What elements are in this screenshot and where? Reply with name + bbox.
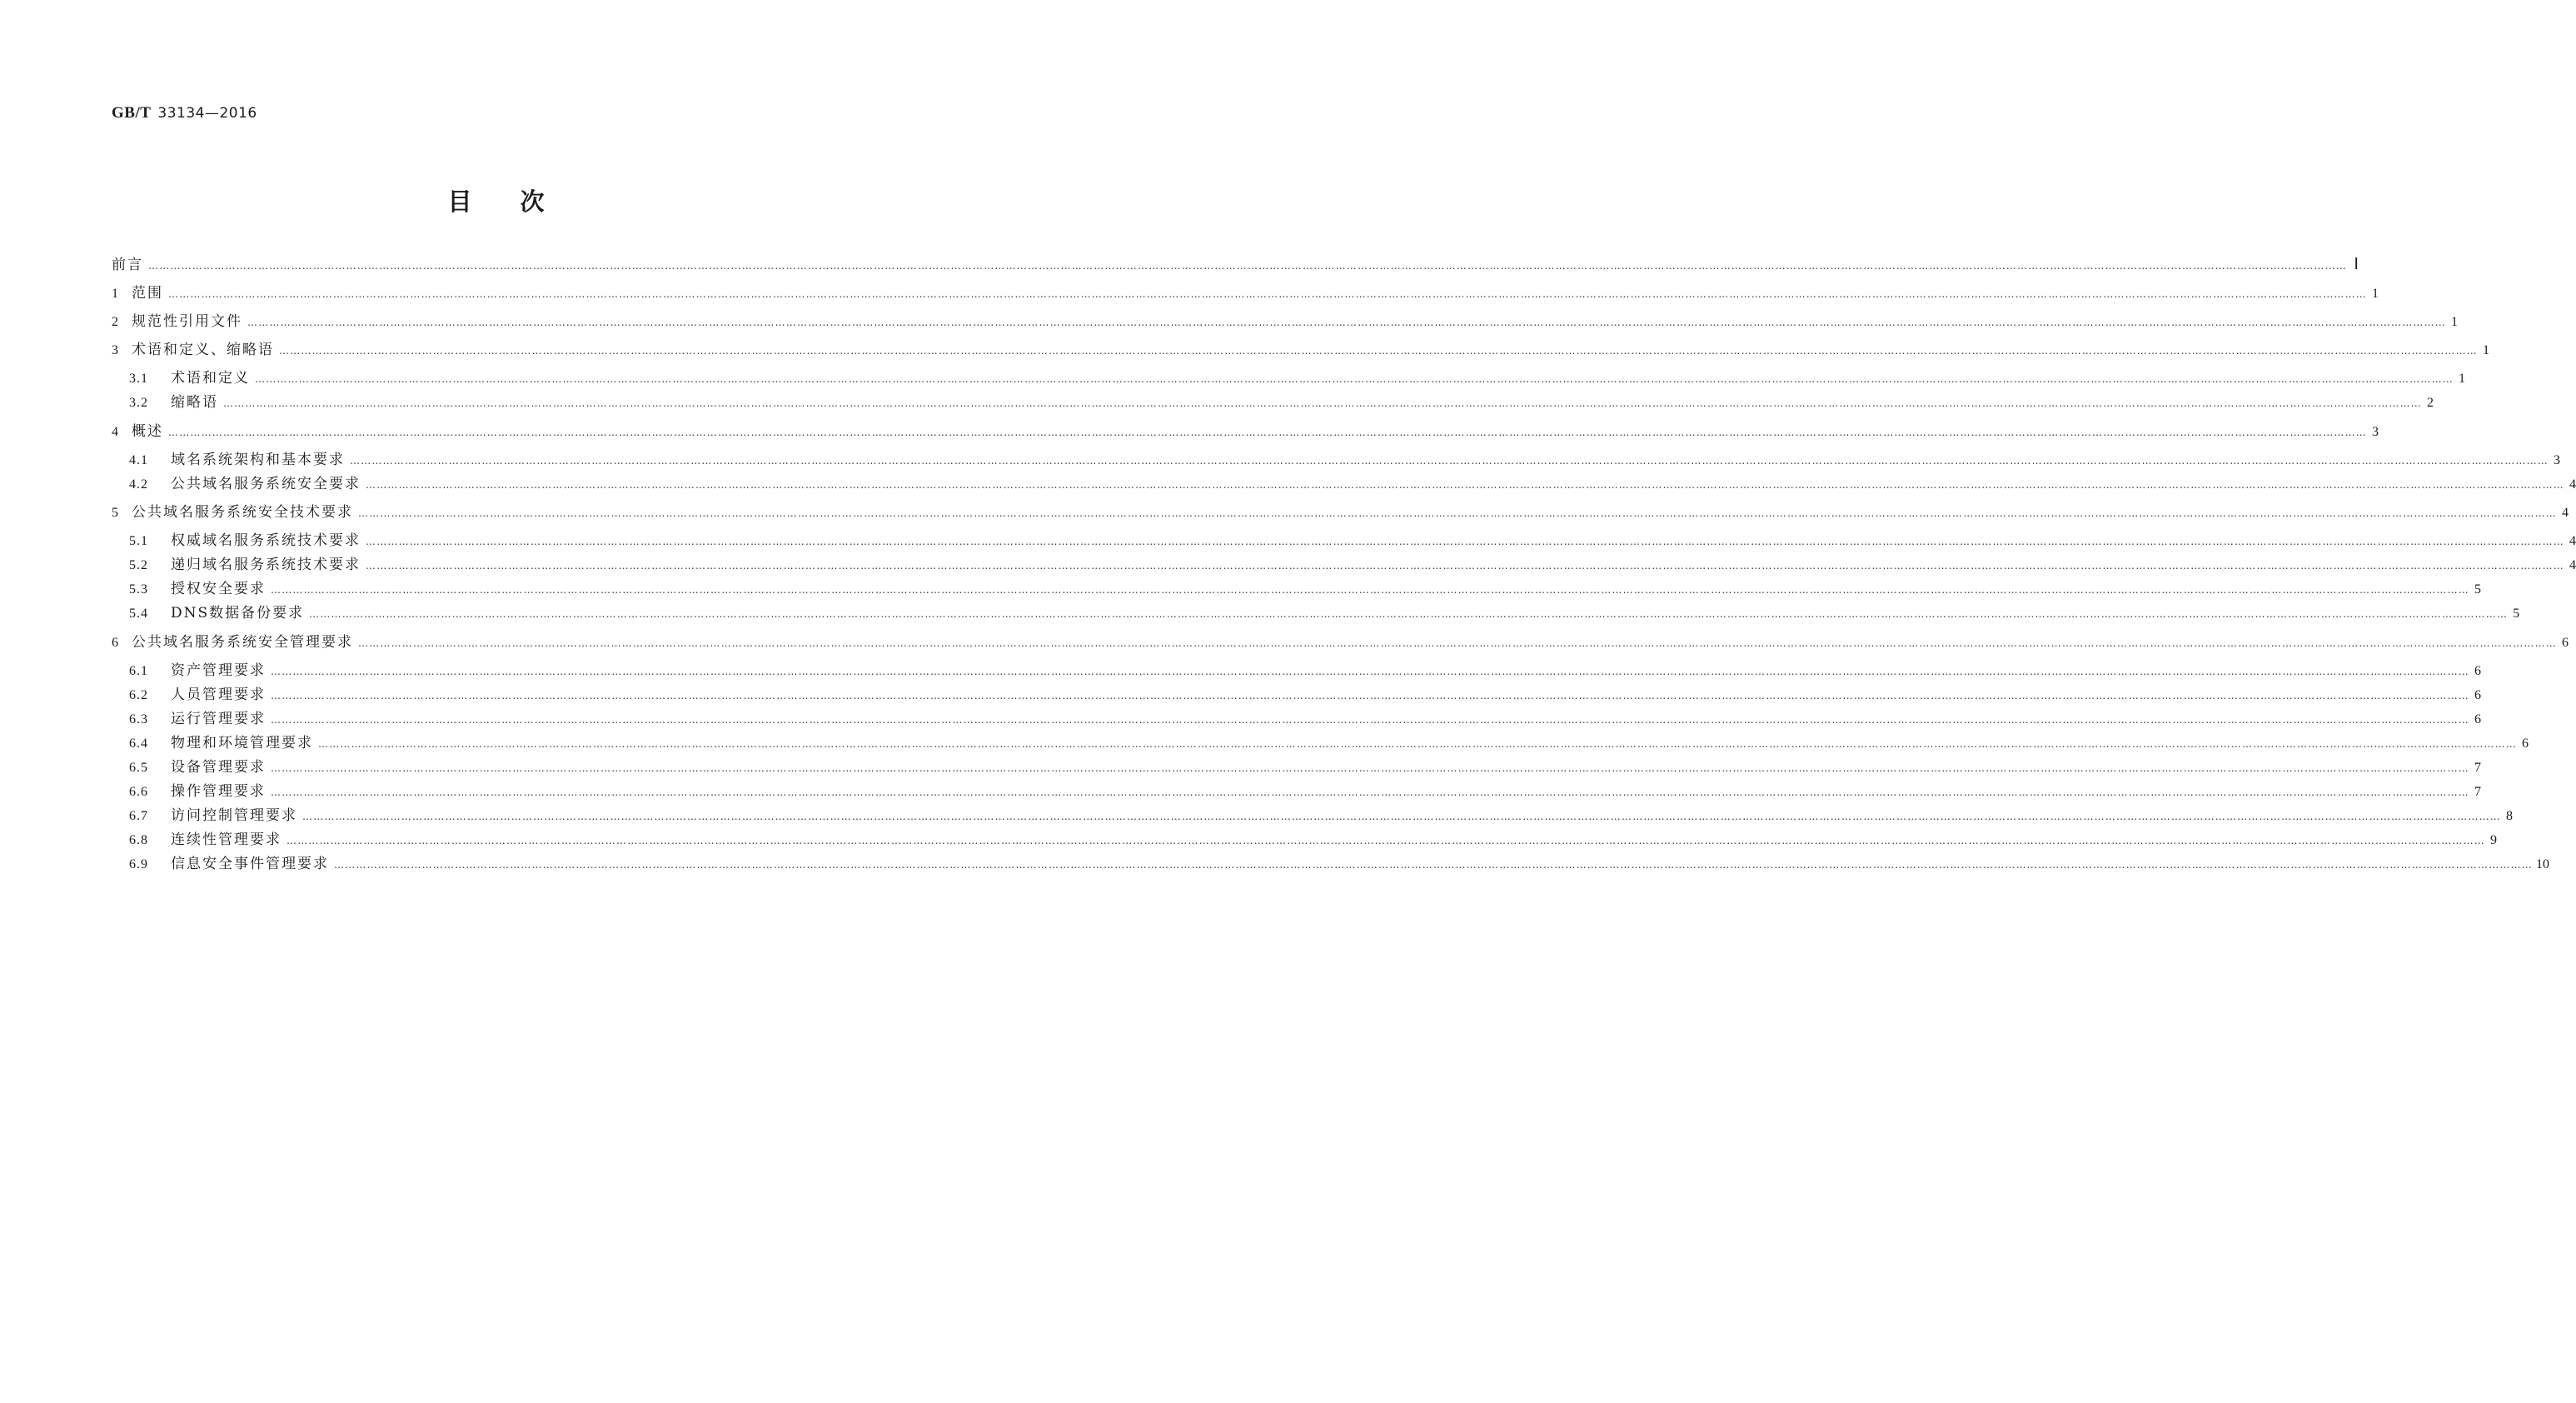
- toc-entry[interactable]: [129, 781, 2481, 802]
- toc-entry[interactable]: [112, 254, 2359, 276]
- toc-entry-page: 6: [2474, 664, 2481, 678]
- toc-entry-page: 4: [2569, 558, 2576, 572]
- toc-entry-page: 5: [2513, 607, 2520, 621]
- toc-entry[interactable]: [129, 756, 2481, 778]
- toc-entry-number: 6.2: [129, 688, 148, 702]
- toc-entry-title: 缩略语: [171, 394, 218, 411]
- toc-entry-page: 1: [2451, 315, 2458, 329]
- toc-leader-dots: ……………………………………………………………………………………………………………………………………………………………………………………………………………………………………………………………………………………………………………………………………………………………………………………………………………………………………………………………………………………………………………………………………………………: [255, 373, 2454, 385]
- toc-leader-dots: ……………………………………………………………………………………………………………………………………………………………………………………………………………………………………………………………………………………………………………………………………………………………………………………………………………………………………………………………………………………………………………………………………………………: [271, 786, 2469, 798]
- toc-entry-title: 访问控制管理要求: [171, 807, 297, 824]
- toc-entry-title: 资产管理要求: [171, 662, 266, 679]
- toc-entry-title: 域名系统架构和基本要求: [171, 452, 345, 468]
- toc-leader-dots: ……………………………………………………………………………………………………………………………………………………………………………………………………………………………………………………………………………………………………………………………………………………………………………………………………………………………………………………………………………………………………………………………………………………: [318, 738, 2517, 750]
- toc-leader-dots: ……………………………………………………………………………………………………………………………………………………………………………………………………………………………………………………………………………………………………………………………………………………………………………………………………………………………………………………………………………………………………………………………………………………: [350, 455, 2549, 467]
- toc-leader-dots: ……………………………………………………………………………………………………………………………………………………………………………………………………………………………………………………………………………………………………………………………………………………………………………………………………………………………………………………………………………………………………………………………………………………: [358, 637, 2557, 649]
- toc-entry-title: 范围: [132, 285, 163, 302]
- toc-entry[interactable]: [129, 449, 2560, 471]
- toc-entry-title: 概述: [132, 423, 163, 440]
- toc-entry-page: 1: [2459, 372, 2465, 386]
- toc-entry[interactable]: [112, 421, 2379, 442]
- toc-entry[interactable]: [129, 708, 2481, 730]
- toc-entry-title: 递归域名服务系统技术要求: [171, 557, 361, 573]
- standard-code: [112, 103, 257, 123]
- toc-entry-title: 公共域名服务系统安全管理要求: [132, 634, 353, 651]
- toc-entry-page: 6: [2474, 688, 2481, 702]
- toc-entry-page: 4: [2569, 477, 2576, 492]
- toc-entry-page: 7: [2474, 761, 2481, 775]
- toc-entry-title: 授权安全要求: [171, 581, 266, 597]
- toc-entry-title: 运行管理要求: [171, 711, 266, 727]
- toc-heading: 目次: [447, 187, 593, 216]
- standard-prefix: GB/T: [112, 104, 152, 122]
- toc-entry[interactable]: [112, 282, 2379, 304]
- toc-entry-page: 6: [2522, 736, 2529, 751]
- toc-entry-number: 6.3: [129, 712, 148, 726]
- standard-number: 33134—2016: [157, 105, 257, 122]
- toc-leader-dots: ……………………………………………………………………………………………………………………………………………………………………………………………………………………………………………………………………………………………………………………………………………………………………………………………………………………………………………………………………………………………………………………………………………………: [366, 536, 2564, 547]
- toc-entry[interactable]: [129, 392, 2434, 413]
- toc-entry-title: 术语和定义: [171, 370, 250, 387]
- toc-entry[interactable]: [129, 684, 2481, 706]
- toc-leader-dots: ……………………………………………………………………………………………………………………………………………………………………………………………………………………………………………………………………………………………………………………………………………………………………………………………………………………………………………………………………………………………………………………………………………………: [366, 479, 2564, 491]
- toc-entry-page: 1: [2483, 343, 2489, 357]
- toc-entry[interactable]: [129, 660, 2481, 682]
- toc-entry-number: 6.5: [129, 761, 148, 775]
- toc-entry-title: 公共域名服务系统安全要求: [171, 476, 361, 492]
- toc-entry-title: 公共域名服务系统安全技术要求: [132, 504, 353, 521]
- toc-leader-dots: ……………………………………………………………………………………………………………………………………………………………………………………………………………………………………………………………………………………………………………………………………………………………………………………………………………………………………………………………………………………………………………………………………………………: [286, 835, 2485, 846]
- toc-entry-page: 5: [2474, 582, 2481, 597]
- toc-entry-number: 3.2: [129, 396, 148, 410]
- toc-entry-page: 3: [2554, 453, 2560, 467]
- toc-leader-dots: ……………………………………………………………………………………………………………………………………………………………………………………………………………………………………………………………………………………………………………………………………………………………………………………………………………………………………………………………………………………………………………………………………………………: [334, 859, 2533, 871]
- toc-entry-number: 3: [112, 343, 119, 357]
- toc-entry-page: 2: [2427, 396, 2434, 410]
- toc-entry[interactable]: [112, 502, 2569, 523]
- toc-leader-dots: ……………………………………………………………………………………………………………………………………………………………………………………………………………………………………………………………………………………………………………………………………………………………………………………………………………………………………………………………………………………………………………………………………………………: [223, 397, 2422, 409]
- toc-entry-title: 设备管理要求: [171, 759, 266, 776]
- toc-entry-number: 2: [112, 315, 119, 329]
- toc-entry-number: 6.8: [129, 833, 148, 847]
- toc-entry-number: 6.9: [129, 857, 148, 871]
- toc-entry[interactable]: [112, 311, 2458, 332]
- toc-leader-dots: ……………………………………………………………………………………………………………………………………………………………………………………………………………………………………………………………………………………………………………………………………………………………………………………………………………………………………………………………………………………………………………………………………………………: [366, 560, 2564, 572]
- toc-entry-title: 权威域名服务系统技术要求: [171, 532, 361, 549]
- toc-entry-number: 6.6: [129, 785, 148, 799]
- toc-leader-dots: ……………………………………………………………………………………………………………………………………………………………………………………………………………………………………………………………………………………………………………………………………………………………………………………………………………………………………………………………………………………………………………………………………………………: [271, 666, 2469, 677]
- toc-entry-page: 6: [2474, 712, 2481, 726]
- toc-entry-number: 5.3: [129, 582, 148, 597]
- toc-leader-dots: ……………………………………………………………………………………………………………………………………………………………………………………………………………………………………………………………………………………………………………………………………………………………………………………………………………………………………………………………………………………………………………………………………………………: [148, 260, 2347, 272]
- toc-leader-dots: ……………………………………………………………………………………………………………………………………………………………………………………………………………………………………………………………………………………………………………………………………………………………………………………………………………………………………………………………………………………………………………………………………………………: [247, 317, 2446, 328]
- toc-entry[interactable]: [129, 530, 2576, 552]
- toc-leader-dots: ……………………………………………………………………………………………………………………………………………………………………………………………………………………………………………………………………………………………………………………………………………………………………………………………………………………………………………………………………………………………………………………………………………………: [271, 762, 2469, 774]
- toc-entry[interactable]: [129, 805, 2513, 826]
- toc-leader-dots: ……………………………………………………………………………………………………………………………………………………………………………………………………………………………………………………………………………………………………………………………………………………………………………………………………………………………………………………………………………………………………………………………………………………: [279, 345, 2478, 357]
- toc-entry[interactable]: [129, 732, 2529, 754]
- toc-entry-number: 1: [112, 287, 119, 301]
- toc-entry-page: Ⅰ: [2354, 256, 2359, 273]
- toc-entry-page: 4: [2562, 506, 2569, 520]
- toc-entry[interactable]: [112, 632, 2569, 653]
- toc-entry[interactable]: [129, 473, 2576, 495]
- toc-entry-title: 操作管理要求: [171, 783, 266, 800]
- toc-entry-number: 5.4: [129, 607, 148, 621]
- toc-entry-number: 5.2: [129, 558, 148, 572]
- toc-entry-number: 4: [112, 425, 119, 439]
- toc-entry[interactable]: [129, 554, 2576, 576]
- toc-entry-title: 连续性管理要求: [171, 831, 282, 848]
- toc-entry-title: 人员管理要求: [171, 687, 266, 703]
- toc-leader-dots: ……………………………………………………………………………………………………………………………………………………………………………………………………………………………………………………………………………………………………………………………………………………………………………………………………………………………………………………………………………………………………………………………………………………: [302, 811, 2501, 822]
- toc-entry-number: 3.1: [129, 372, 148, 386]
- toc-leader-dots: ……………………………………………………………………………………………………………………………………………………………………………………………………………………………………………………………………………………………………………………………………………………………………………………………………………………………………………………………………………………………………………………………………………………: [271, 690, 2469, 702]
- toc-entry-page: 8: [2506, 809, 2513, 823]
- toc-entry-number: 4.1: [129, 453, 148, 467]
- toc-entry-page: 7: [2474, 785, 2481, 799]
- toc-entry-title: 术语和定义、缩略语: [132, 342, 274, 358]
- toc-leader-dots: ……………………………………………………………………………………………………………………………………………………………………………………………………………………………………………………………………………………………………………………………………………………………………………………………………………………………………………………………………………………………………………………………………………………: [309, 608, 2509, 620]
- toc-leader-dots: ……………………………………………………………………………………………………………………………………………………………………………………………………………………………………………………………………………………………………………………………………………………………………………………………………………………………………………………………………………………………………………………………………………………: [168, 427, 2367, 438]
- toc-leader-dots: ……………………………………………………………………………………………………………………………………………………………………………………………………………………………………………………………………………………………………………………………………………………………………………………………………………………………………………………………………………………………………………………………………………………: [358, 507, 2557, 519]
- toc-entry-number: 5.1: [129, 534, 148, 548]
- toc-entry-title: DNS数据备份要求: [171, 605, 305, 622]
- toc-entry[interactable]: [129, 578, 2481, 600]
- toc-entry-number: 4.2: [129, 477, 148, 492]
- toc-entry-page: 3: [2372, 425, 2379, 439]
- toc-entry[interactable]: [129, 853, 2549, 875]
- toc-entry-number: 6: [112, 636, 119, 650]
- toc-entry-page: 6: [2562, 636, 2569, 650]
- toc-entry-title: 前言: [112, 257, 143, 273]
- toc-entry-title: 物理和环境管理要求: [171, 735, 313, 751]
- toc-leader-dots: ……………………………………………………………………………………………………………………………………………………………………………………………………………………………………………………………………………………………………………………………………………………………………………………………………………………………………………………………………………………………………………………………………………………: [271, 714, 2469, 726]
- toc-entry-number: 5: [112, 506, 119, 520]
- toc-entry-page: 10: [2536, 857, 2549, 871]
- toc-entry-page: 9: [2490, 833, 2497, 847]
- toc-entry-title: 规范性引用文件: [132, 313, 242, 330]
- toc-entry-page: 1: [2372, 287, 2379, 301]
- toc-entry-title: 信息安全事件管理要求: [171, 856, 329, 872]
- toc-leader-dots: ……………………………………………………………………………………………………………………………………………………………………………………………………………………………………………………………………………………………………………………………………………………………………………………………………………………………………………………………………………………………………………………………………………………: [168, 288, 2367, 300]
- toc-entry-page: 4: [2569, 534, 2576, 548]
- toc-entry-number: 6.7: [129, 809, 148, 823]
- toc-entry[interactable]: [129, 367, 2465, 389]
- toc-entry[interactable]: [129, 829, 2497, 851]
- toc-leader-dots: ……………………………………………………………………………………………………………………………………………………………………………………………………………………………………………………………………………………………………………………………………………………………………………………………………………………………………………………………………………………………………………………………………………………: [271, 584, 2469, 596]
- toc-entry[interactable]: [112, 339, 2489, 361]
- toc-entry-number: 6.1: [129, 664, 148, 678]
- toc-entry[interactable]: [129, 602, 2520, 624]
- toc-entry-number: 6.4: [129, 736, 148, 751]
